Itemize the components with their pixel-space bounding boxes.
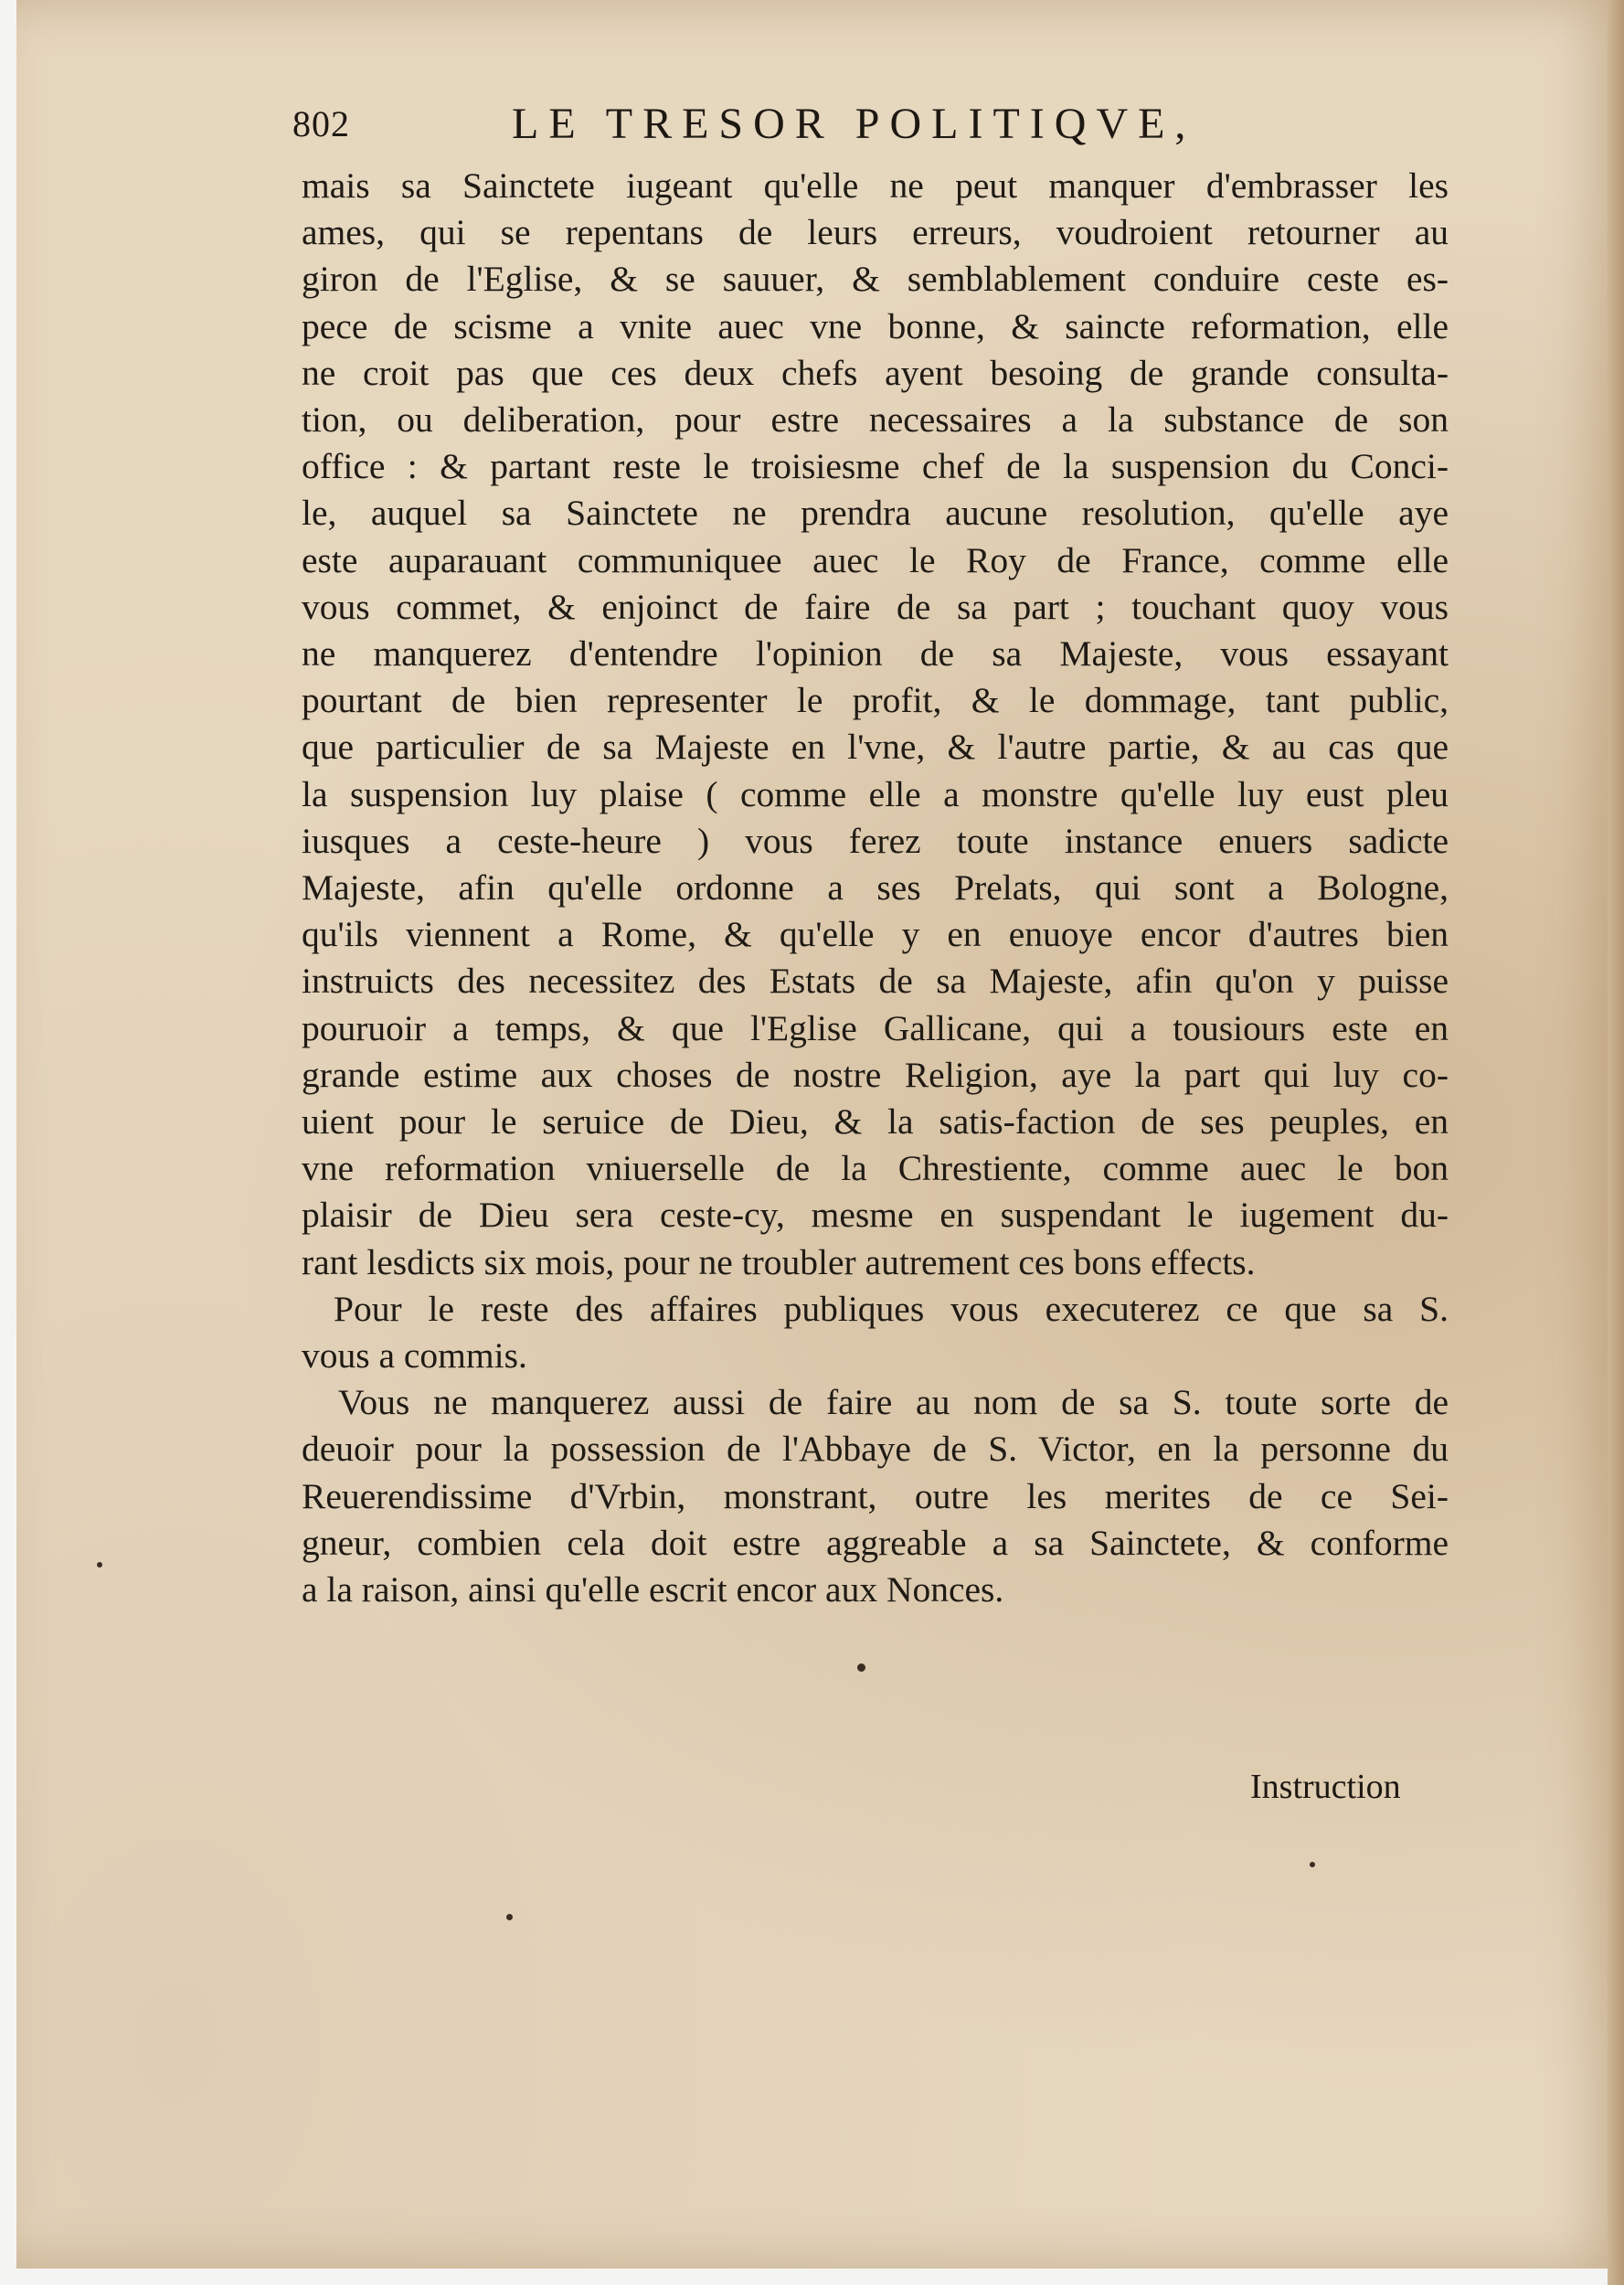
- text-line: este auparauant communiquee auec le Roy de France, comme elle: [302, 539, 1449, 580]
- text-line: vous commet, & enjoinct de faire de sa part ; touchant quoy vous: [302, 586, 1449, 627]
- catchword: Instruction: [1250, 1768, 1401, 1806]
- text-line: ne croit pas que ces deux chefs ayent besoing de grande consulta-: [302, 352, 1449, 393]
- paragraph-first-line: Vous ne manquerez aussi de faire au nom de sa S. toute sorte de: [338, 1382, 1449, 1423]
- text-line: pourtant de bien representer le profit, & le dommage, tant public,: [302, 680, 1449, 721]
- text-line: pouruoir a temps, & que l'Eglise Gallicane, qui a tousiours este en: [302, 1007, 1449, 1048]
- text-line: qu'ils viennent a Rome, & qu'elle y en enuoye encor d'autres bien: [302, 914, 1449, 955]
- text-line: mais sa Sainctete iugeant qu'elle ne peut manquer d'embrasser les: [302, 165, 1449, 206]
- page-header: [292, 99, 1481, 163]
- text-line: deuoir pour la possession de l'Abbaye de S. Victor, en la personne du: [302, 1429, 1449, 1470]
- text-line: vne reformation vniuerselle de la Chrestiente, comme auec le bon: [302, 1148, 1449, 1189]
- text-line: plaisir de Dieu sera ceste-cy, mesme en suspendant le iugement du-: [302, 1195, 1449, 1236]
- text-line: office : & partant reste le troisiesme chef de la suspension du Conci-: [302, 446, 1449, 487]
- text-line: uient pour le seruice de Dieu, & la satis-faction de ses peuples, en: [302, 1101, 1449, 1142]
- text-line: que particulier de sa Majeste en l'vne, & l'autre partie, & au cas que: [302, 727, 1449, 768]
- text-line: rant lesdicts six mois, pour ne troubler autrement ces bons effects.: [302, 1241, 1256, 1282]
- text-line: Majeste, afin qu'elle ordonne a ses Prelats, qui sont a Bologne,: [302, 867, 1449, 909]
- paragraph-first-line: Pour le reste des affaires publiques vous executerez ce que sa S.: [334, 1288, 1449, 1329]
- text-line: instruicts des necessitez des Estats de sa Majeste, afin qu'on y puisse: [302, 961, 1449, 1002]
- text-line: vous a commis.: [302, 1335, 527, 1376]
- ink-speck: [97, 1562, 102, 1568]
- page-edge-shadow: [1608, 0, 1624, 2285]
- text-line: ames, qui se repentans de leurs erreurs, voudroient retourner au: [302, 212, 1449, 253]
- ink-speck: [1310, 1862, 1315, 1867]
- ink-speck: [506, 1914, 513, 1920]
- text-line: gneur, combien cela doit estre aggreable a sa Sainctete, & conforme: [302, 1522, 1449, 1563]
- text-line: tion, ou deliberation, pour estre necessaires a la substance de son: [302, 399, 1449, 441]
- text-line: Reuerendissime d'Vrbin, monstrant, outre les merites de ce Sei-: [302, 1475, 1449, 1516]
- text-line: pece de scisme a vnite auec vne bonne, & saincte reformation, elle: [302, 305, 1449, 346]
- text-line: giron de l'Eglise, & se sauuer, & semblablement conduire ceste es-: [302, 259, 1449, 300]
- body-text: [302, 163, 1449, 1613]
- text-line: iusques a ceste-heure ) vous ferez toute instance enuers sadicte: [302, 820, 1449, 861]
- page-number: 802: [292, 103, 350, 144]
- text-line: a la raison, ainsi qu'elle escrit encor aux Nonces.: [302, 1569, 1004, 1610]
- running-title: LE TRESOR POLITIQVE,: [512, 100, 1196, 148]
- text-line: le, auquel sa Sainctete ne prendra aucune resolution, qu'elle aye: [302, 493, 1449, 534]
- text-line: grande estime aux choses de nostre Religion, aye la part qui luy co-: [302, 1054, 1449, 1095]
- text-line: ne manquerez d'entendre l'opinion de sa Majeste, vous essayant: [302, 633, 1449, 675]
- text-line: la suspension luy plaise ( comme elle a monstre qu'elle luy eust pleu: [302, 773, 1449, 814]
- ink-speck: [857, 1663, 865, 1672]
